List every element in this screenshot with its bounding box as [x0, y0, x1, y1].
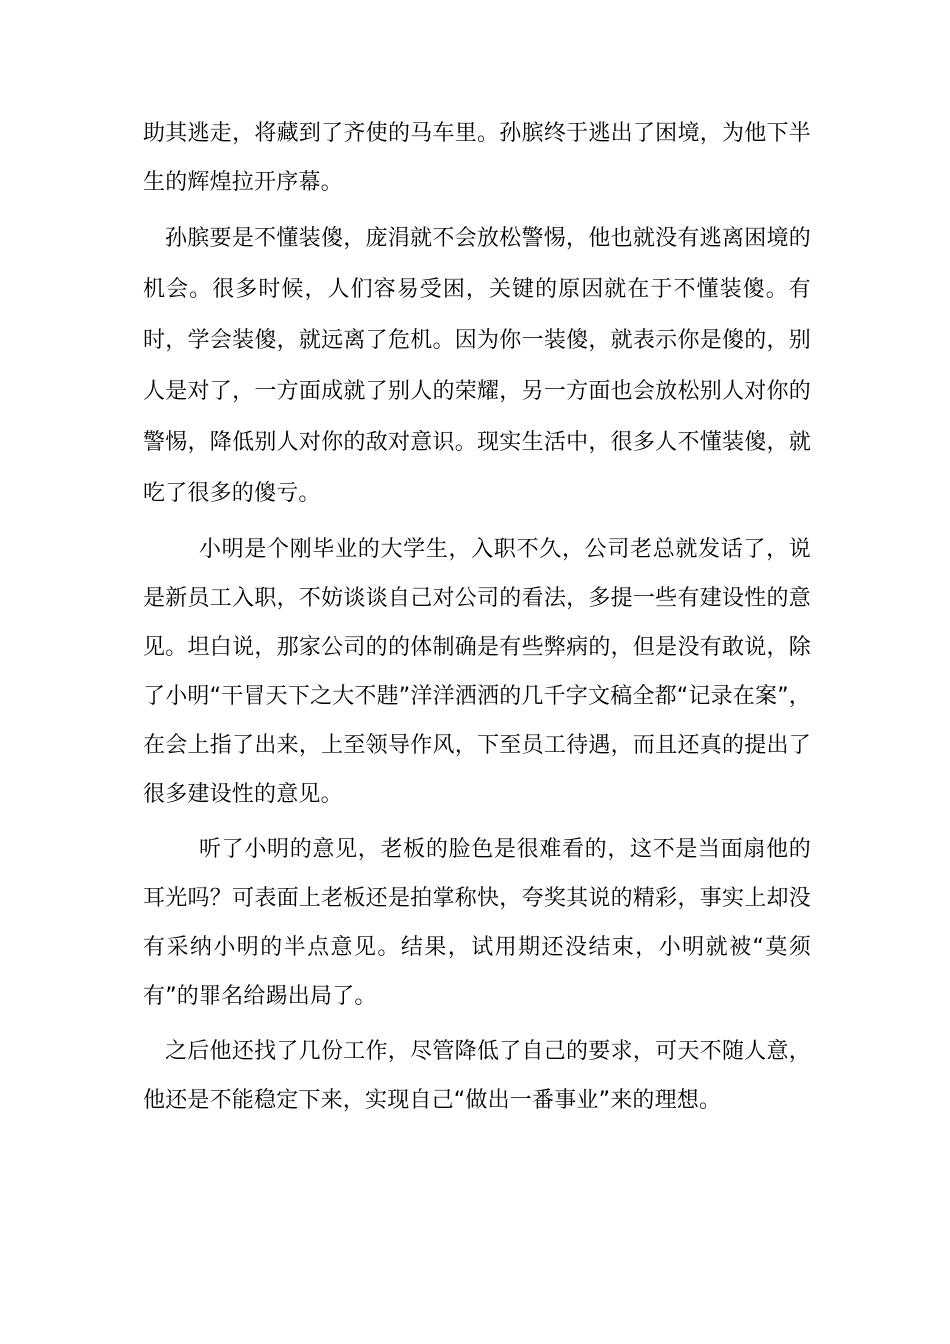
document-page — [143, 109, 811, 1125]
paragraph-2: 孙膑要是不懂装傻，庞涓就不会放松警惕，他也就没有逃离困境的机会。很多时候，人们容易受困，关键的原因就在于不懂装傻。有时，学会装傻，就远离了危机。因为你一装傻，就表示你是傻的，别人是对了，一方面成就了别人的荣耀，另一方面也会放松别人对你的警惕，降低别人对你的敌对意识。现实生活中，很多人不懂装傻，就吃了很多的傻亏。 — [143, 226, 811, 506]
paragraph-4: 听了小明的意见，老板的脸色是很难看的，这不是当面扇他的耳光吗？可表面上老板还是拍掌称快，夸奖其说的精彩，事实上却没有采纳小明的半点意见。结果，试用期还没结束，小明就被“莫须有”的罪名给踢出局了。 — [143, 837, 811, 1009]
paragraph-5: 之后他还找了几份工作，尽管降低了自己的要求，可天不随人意，他还是不能稳定下来，实现自己“做出一番事业”来的理想。 — [143, 1039, 811, 1113]
paragraph-3: 小明是个刚毕业的大学生，入职不久，公司老总就发话了，说是新员工入职，不妨谈谈自己对公司的看法，多提一些有建设性的意见。坦白说，那家公司的的体制确是有些弊病的，但是没有敢说，除了小明“干冒天下之大不韪”洋洋洒洒的几千字文稿全都“记录在案”，在会上指了出来，上至领导作风，下至员工待遇，而且还真的提出了很多建设性的意见。 — [143, 537, 811, 807]
paragraph-1: 助其逃走，将藏到了齐使的马车里。孙膑终于逃出了困境，为他下半生的辉煌拉开序幕。 — [143, 121, 811, 195]
